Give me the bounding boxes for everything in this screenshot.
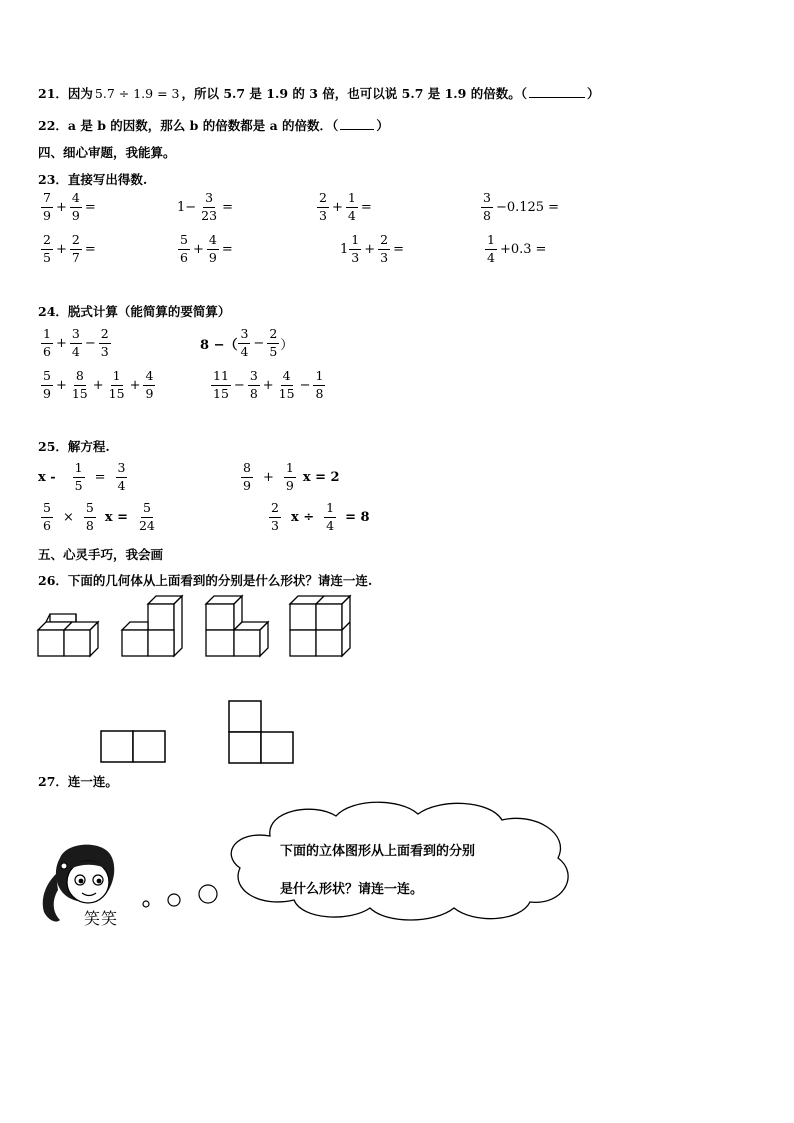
question-25-title: 25．解方程. <box>38 439 110 454</box>
question-23-title: 23．直接写出得数. <box>38 172 148 187</box>
question-21-number: 21． <box>38 86 68 101</box>
thought-bubble-dots <box>140 880 220 914</box>
q23-r2-e3: 1 $\frac{1}{3}$ + $\frac{2}{3}$ = <box>340 232 404 265</box>
cloud-text-line-1: 下面的立体图形从上面看到的分别 <box>280 844 476 859</box>
solid-4-cubes[interactable] <box>290 596 352 658</box>
answer-blank-22[interactable] <box>340 117 374 130</box>
girl-name-label: 笑笑 <box>84 909 119 928</box>
thought-cloud <box>218 796 580 924</box>
q23-r1-e4: $\frac{3}{8}$ −0.125 = <box>483 190 559 223</box>
q23-r2-e1: $\frac{2}{5}$ + $\frac{2}{7}$ = <box>43 232 96 265</box>
solid-2-cubes[interactable] <box>122 596 184 658</box>
q24-e4: $\frac{11}{15}$ − $\frac{3}{8}$ + $\frac{4}{15}$ − $\frac{1}{8}$ <box>213 368 324 401</box>
section-4-heading: 四、细心审题，我能算。 <box>38 145 176 160</box>
q25-e2: $\frac{8}{9}$ + $\frac{1}{9}$ x = 2 <box>243 460 340 493</box>
question-21: 21．因为 5.7 ÷ 1.9 = 3 ，所以 5.7 是 1.9 的 3 倍，也可以说 5.7 是 1.9 的倍数。（ ） <box>38 86 600 101</box>
q23-r1-e1: $\frac{7}{9}$ + $\frac{4}{9}$ = <box>43 190 96 223</box>
q24-e3: $\frac{5}{9}$ + $\frac{8}{15}$ + $\frac{1}{15}$ + $\frac{4}{9}$ <box>43 368 154 401</box>
q24-e2: 8 −（ $\frac{3}{4}$ − $\frac{2}{5}$ ） <box>200 326 294 359</box>
q25-e4: $\frac{2}{3}$ x ÷ $\frac{1}{4}$ = 8 <box>271 500 370 533</box>
top-view-two-squares[interactable] <box>100 730 166 764</box>
section-5-heading: 五、心灵手巧，我会画 <box>38 547 164 562</box>
solid-1-cubes[interactable] <box>38 612 102 658</box>
q23-r2-e4: $\frac{1}{4}$ +0.3 = <box>487 232 547 265</box>
q23-r2-e2: $\frac{5}{6}$ + $\frac{4}{9}$ = <box>180 232 233 265</box>
cloud-text-line-2: 是什么形状？请连一连。 <box>280 882 424 897</box>
question-22: 22．a 是 b 的因数，那么 b 的倍数都是 a 的倍数．（ ） <box>38 118 389 133</box>
question-26-title: 26．下面的几何体从上面看到的分别是什么形状？请连一连. <box>38 573 373 588</box>
question-24-title: 24．脱式计算（能简算的要简算） <box>38 304 231 319</box>
solid-3-cubes[interactable] <box>206 596 270 658</box>
q24-e1: $\frac{1}{6}$ + $\frac{3}{4}$ − $\frac{2}{3}$ <box>43 326 109 359</box>
answer-blank-21[interactable] <box>529 85 585 98</box>
equation-5-7-div-1-9: 5.7 ÷ 1.9 = 3 <box>94 86 180 101</box>
top-view-l-shape[interactable] <box>228 700 294 764</box>
q23-r1-e2: 1− $\frac{3}{23}$ = <box>177 190 233 223</box>
question-27-title: 27．连一连。 <box>38 774 118 789</box>
q25-e3: $\frac{5}{6}$ × $\frac{5}{8}$ x = $\frac{5}{24}$ <box>43 500 155 533</box>
question-22-number: 22． <box>38 118 68 133</box>
q23-r1-e3: $\frac{2}{3}$ + $\frac{1}{4}$ = <box>319 190 372 223</box>
q25-e1: x - $\frac{1}{5}$ = $\frac{3}{4}$ <box>38 460 126 493</box>
